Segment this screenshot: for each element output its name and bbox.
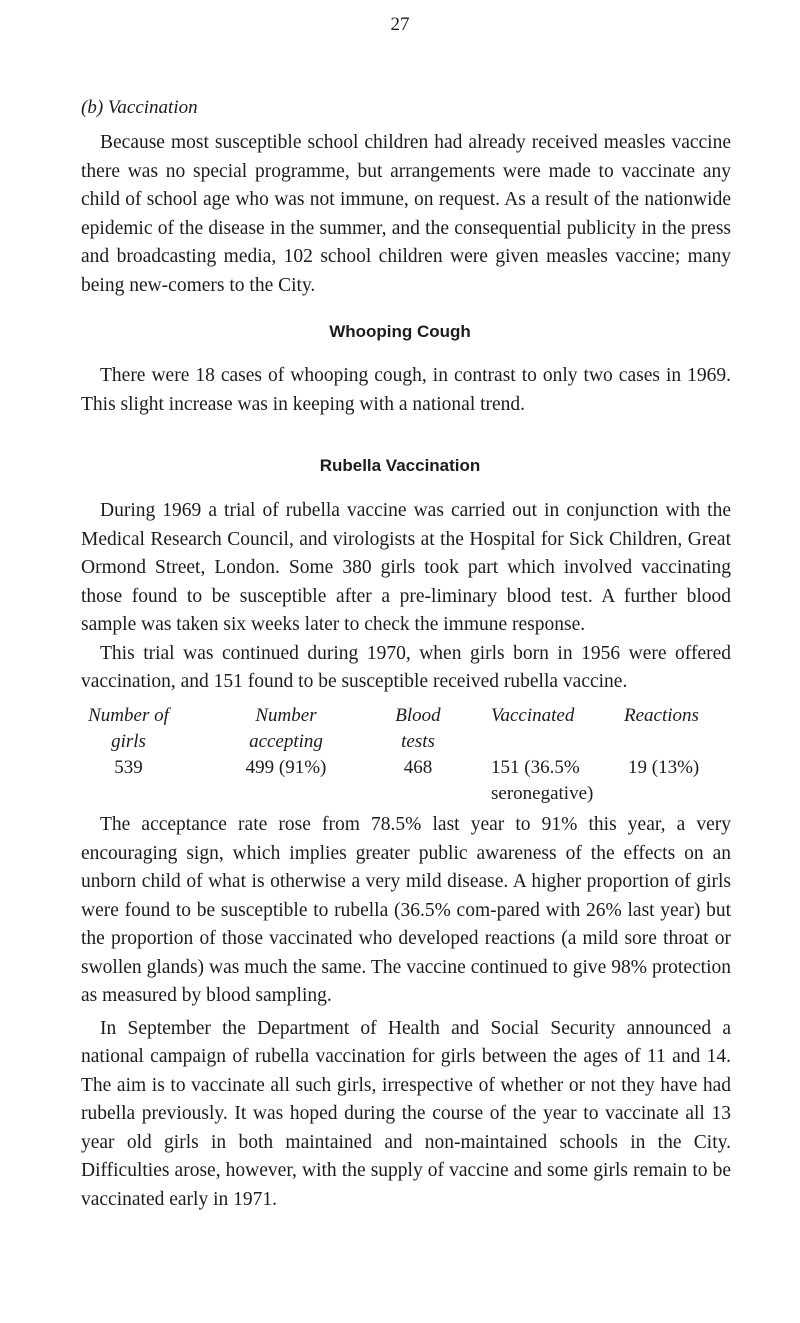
whooping-cough-paragraph: There were 18 cases of whooping cough, in contrast to only two cases in 1969. This slight increase was in keeping with a national trend.	[81, 365, 731, 415]
cell-accepting: 499 (91%)	[245, 757, 327, 778]
rubella-section-intro	[81, 497, 731, 697]
cell-blood-tests: 468	[403, 757, 433, 778]
whooping-cough-section	[81, 362, 731, 419]
rubella-section-discussion	[81, 811, 731, 1214]
section-label: (b) Vaccination	[81, 97, 198, 118]
cell-girls: 539	[114, 757, 143, 778]
header-reactions: Reactions	[624, 705, 699, 726]
page-number: 27	[390, 14, 410, 35]
vaccination-paragraph: Because most susceptible school children had already received measles vaccine there was no special programme, but arrangements were made to vaccinate any child of school age who was not immune, on request. As a result of the nationwide epidemic of the disease in the summer, and the consequential publicity in the press and broadcasting media, 102 school children were given measles vaccine; many being new-comers to the City.	[81, 132, 731, 296]
rubella-heading: Rubella Vaccination	[319, 456, 481, 475]
header-blood-tests: Blood tests	[395, 705, 441, 752]
header-vaccinated: Vaccinated	[491, 705, 575, 726]
cell-vaccinated: 151 (36.5% seronegative)	[491, 757, 594, 804]
vaccination-section	[81, 129, 731, 300]
cell-reactions: 19 (13%)	[628, 757, 700, 778]
rubella-paragraph-2: This trial was continued during 1970, when girls born in 1956 were offered vaccination, and 151 found to be susceptible received rubella vaccine.	[81, 642, 731, 692]
rubella-paragraph-1: During 1969 a trial of rubella vaccine was carried out in conjunction with the Medical Research Council, and virologists at the Hospital for Sick Children, Great Ormond Street, London. Some 380 girls took part which involved vaccinating those found to be susceptible after a pre-liminary blood test. A further blood sample was taken six weeks later to check the immune response.	[81, 500, 731, 635]
whooping-cough-heading: Whooping Cough	[329, 322, 471, 341]
rubella-paragraph-4: In September the Department of Health and Social Security announced a national campaign of rubella vaccination for girls between the ages of 11 and 14. The aim is to vaccinate all such girls, irrespective of whether or not they have had rubella previously. It was hoped during the course of the year to vaccinate all 13 year old girls in both maintained and non-maintained schools in the City. Difficulties arose, however, with the supply of vaccine and some girls remain to be vaccinated early in 1971.	[81, 1017, 731, 1210]
rubella-paragraph-3: The acceptance rate rose from 78.5% last year to 91% this year, a very encouraging sign, which implies greater public awareness of the effects on an unborn child of what is otherwise a very mild disease. A higher proportion of girls were found to be susceptible to rubella (36.5% com-pared with 26% last year) but the proportion of those vaccinated who developed reactions (a mild sore throat or swollen glands) was much the same. The vaccine continued to give 98% protection as measured by blood sampling.	[81, 814, 731, 1006]
header-number-accepting: Number accepting	[249, 705, 323, 752]
header-number-of-girls: Number of girls	[88, 705, 169, 752]
